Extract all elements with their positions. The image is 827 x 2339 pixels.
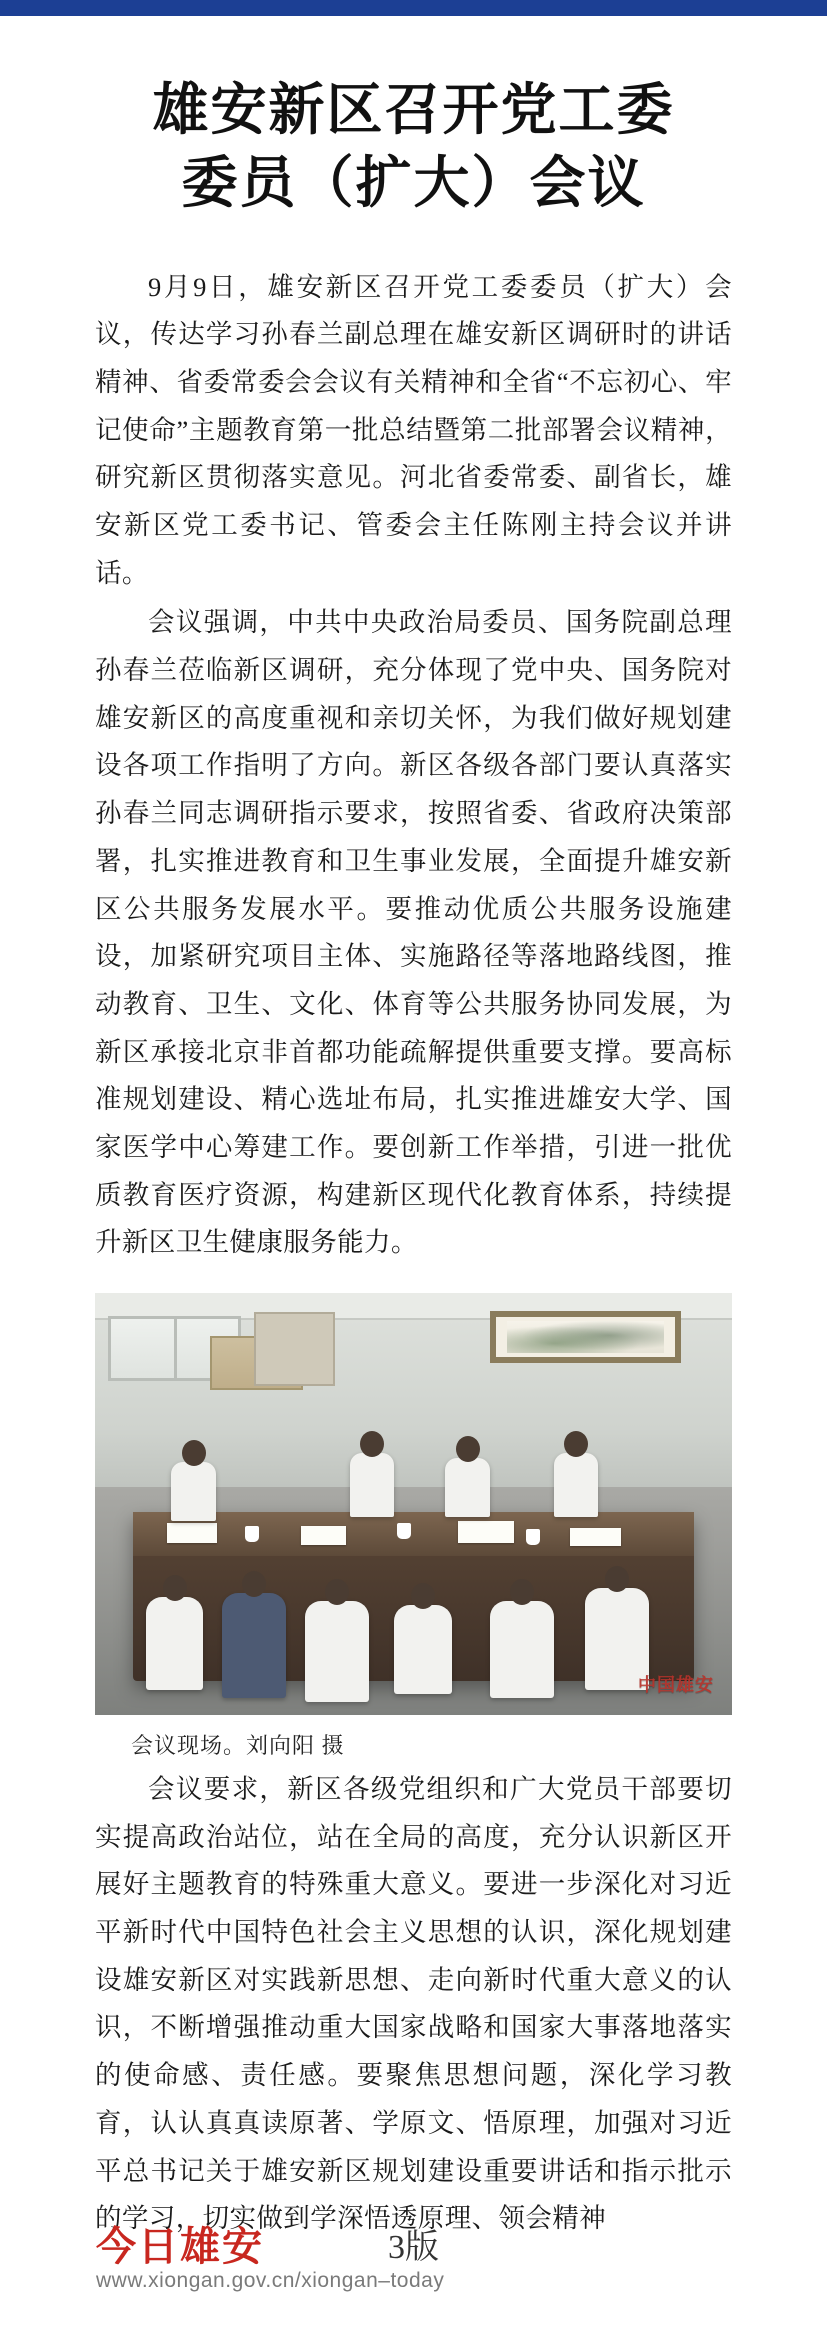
photo-attendee [445, 1458, 490, 1517]
photo-attendee [554, 1453, 599, 1516]
photo-cup [526, 1529, 540, 1545]
photo-document [570, 1528, 620, 1547]
photo-attendee [222, 1593, 286, 1699]
paragraph: 会议强调，中共中央政治局委员、国务院副总理孙春兰莅临新区调研，充分体现了党中央、国务院对雄安新区的高度重视和亲切关怀，为我们做好规划建设各项工作指明了方向。新区各级各部门要认真落实孙春兰同志调研指示要求，按照省委、省政府决策部署，扎实推进教育和卫生事业发展，全面提升雄安新区公共服务发展水平。要推动优质公共服务设施建设，加紧研究项目主体、实施路径等落地路线图，推动教育、卫生、文化、体育等公共服务协同发展，为新区承接北京非首都功能疏解提供重要支撑。要高标准规划建设、精心选址布局，扎实推进雄安大学、国家医学中心筹建工作。要创新工作举措，引进一批优质教育医疗资源，构建新区现代化教育体系，持续提升新区卫生健康服务能力。 [95, 607, 732, 1258]
photo-attendee [171, 1462, 216, 1521]
photo-cup [397, 1523, 411, 1539]
photo-painting-art [507, 1321, 665, 1353]
top-color-bar [0, 0, 827, 16]
article-photo-figure [95, 1293, 732, 1760]
photo-attendee [146, 1597, 203, 1690]
article-body-bottom [95, 1766, 732, 2243]
photo-attendee-head [411, 1583, 435, 1609]
meeting-photo [95, 1293, 732, 1715]
photo-document [301, 1526, 346, 1545]
page-footer [0, 2207, 827, 2339]
paragraph: 会议要求，新区各级党组织和广大党员干部要切实提高政治站位，站在全局的高度，充分认识新区开展好主题教育的特殊重大意义。要进一步深化对习近平新时代中国特色社会主义思想的认识，深化规划建设雄安新区对实践新思想、走向新时代重大意义的认识，不断增强推动重大国家战略和国家大事落地落实的使命感、责任感。要聚焦思想问题，深化学习教育，认认真真读原著、学原文、悟原理，加强对习近平总书记关于雄安新区规划建设重要讲话和指示批示的学习，切实做到学深悟透原理、领会精神 [95, 1774, 732, 2234]
photo-attendee-head [360, 1431, 384, 1457]
photo-attendee [350, 1453, 395, 1516]
photo-watermark: 中国雄安 [638, 1675, 714, 1697]
photo-attendee [305, 1601, 369, 1702]
page-content [0, 74, 827, 2243]
photo-attendee-head [456, 1436, 480, 1462]
photo-cup [245, 1526, 259, 1542]
photo-attendee-head [510, 1579, 534, 1605]
photo-attendee [490, 1601, 554, 1698]
photo-door [254, 1312, 334, 1386]
photo-attendee-head [605, 1566, 629, 1592]
photo-wall-painting [490, 1311, 681, 1363]
publication-url: www.xiongan.gov.cn/xiongan–today [96, 2269, 445, 2292]
photo-caption: 会议现场。刘向阳 摄 [131, 1733, 345, 1759]
photo-attendee-head [182, 1440, 206, 1466]
paragraph: 9月9日，雄安新区召开党工委委员（扩大）会议，传达学习孙春兰副总理在雄安新区调研时的讲话精神、省委常委会会议有关精神和全省“不忘初心、牢记使命”主题教育第一批总结暨第二批部署会议精神，研究新区贯彻落实意见。河北省委常委、副省长，雄安新区党工委书记、管委会主任陈刚主持会议并讲话。 [95, 271, 732, 588]
article-body-top [95, 264, 732, 1267]
photo-document [458, 1521, 514, 1543]
footer-inner [60, 2207, 767, 2339]
photo-attendee-head [564, 1431, 588, 1457]
photo-document [167, 1523, 217, 1543]
headline-line-2: 委员（扩大）会议 [181, 149, 646, 216]
photo-attendee-head [325, 1579, 349, 1605]
photo-attendee [394, 1605, 451, 1694]
page-number: 3版 [388, 2229, 439, 2266]
publication-logo: 今日雄安 [96, 2223, 264, 2270]
headline-line-1: 雄安新区召开党工委 [152, 77, 675, 143]
photo-attendee-head [242, 1571, 266, 1597]
page-title [95, 74, 732, 220]
photo-attendee-head [163, 1575, 187, 1601]
